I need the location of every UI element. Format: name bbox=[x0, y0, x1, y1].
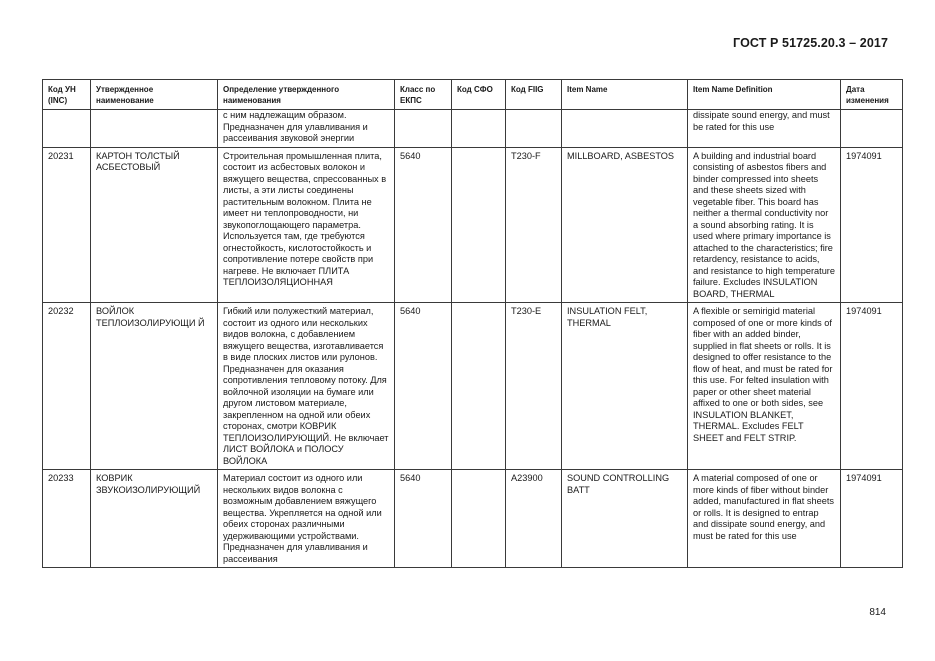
cell-name-ru: КОВРИК ЗВУКОИЗОЛИРУЮЩИЙ bbox=[91, 470, 218, 568]
table-row bbox=[43, 110, 903, 148]
cell-date: 1974091 bbox=[841, 303, 903, 470]
column-header-definition-ru: Определение утвержденного наименования bbox=[218, 80, 395, 110]
column-header-approved-name: Утвержденное наименование bbox=[91, 80, 218, 110]
cell-name-en: SOUND CONTROLLING BATT bbox=[562, 470, 688, 568]
cell-inc: 20232 bbox=[43, 303, 91, 470]
cell-fiig: A23900 bbox=[506, 470, 562, 568]
cell-definition-ru: Гибкий или полужесткий материал, состоит из одного или нескольких видов волокна, с добавлением вяжущего вещества, изготавливается в виде плоских листов или рулонов. Предназначен для оказания сопротивления тепловому потоку. Для войлочной изоляции на бумаге или другом листовом материале, закрепленном на одной или обеих сторонах, смотри КОВРИК ТЕПЛОИЗОЛИРУЮЩИЙ. Не включает ЛИСТ ВОЙЛОКА и ПОЛОСУ ВОЙЛОКА bbox=[218, 303, 395, 470]
cell-inc: 20233 bbox=[43, 470, 91, 568]
column-header-inc: Код УН (INC) bbox=[43, 80, 91, 110]
cell-sfo bbox=[452, 147, 506, 303]
cell-fiig bbox=[506, 110, 562, 148]
cell-name-en: MILLBOARD, ASBESTOS bbox=[562, 147, 688, 303]
cell-definition-en: dissipate sound energy, and must be rated for this use bbox=[688, 110, 841, 148]
cell-date bbox=[841, 110, 903, 148]
cell-date: 1974091 bbox=[841, 470, 903, 568]
cell-ekps: 5640 bbox=[395, 147, 452, 303]
table-row bbox=[43, 303, 903, 470]
cell-name-ru: ВОЙЛОК ТЕПЛОИЗОЛИРУЮЩИ Й bbox=[91, 303, 218, 470]
cell-definition-en: A flexible or semirigid material composed of one or more kinds of fiber with an added binder, supplied in flat sheets or rolls. It is designed to offer resistance to the flow of heat, and must be rated for this use. For felted insulation with paper or other sheet material affixed to one or both sides, see INSULATION BLANKET, THERMAL. Excludes FELT SHEET and FELT STRIP. bbox=[688, 303, 841, 470]
cell-fiig: T230-F bbox=[506, 147, 562, 303]
page-number: 814 bbox=[869, 607, 886, 618]
column-header-fiig-code: Код FIIG bbox=[506, 80, 562, 110]
cell-sfo bbox=[452, 303, 506, 470]
column-header-item-name-definition: Item Name Definition bbox=[688, 80, 841, 110]
table-header-row bbox=[43, 80, 903, 110]
cell-fiig: T230-E bbox=[506, 303, 562, 470]
cell-definition-ru: с ним надлежащим образом. Предназначен для улавливания и рассеивания звуковой энергии bbox=[218, 110, 395, 148]
cell-inc bbox=[43, 110, 91, 148]
cell-date: 1974091 bbox=[841, 147, 903, 303]
cell-name-ru: КАРТОН ТОЛСТЫЙ АСБЕСТОВЫЙ bbox=[91, 147, 218, 303]
cell-ekps: 5640 bbox=[395, 470, 452, 568]
column-header-item-name: Item Name bbox=[562, 80, 688, 110]
cell-definition-en: A building and industrial board consisting of asbestos fibers and binder compressed into sheets and these sheets sized with vegetable fiber. This board has neither a thermal conductivity nor a sound absorbing rating. It is used where primary importance is attached to the characteristics; fire retardency, resistance to acids, and resistance to high temperature failure. Excludes INSULATION BOARD, THERMAL bbox=[688, 147, 841, 303]
table-row bbox=[43, 470, 903, 568]
cell-inc: 20231 bbox=[43, 147, 91, 303]
cell-definition-ru: Материал состоит из одного или нескольких видов волокна с возможным добавлением вяжущего вещества. Укрепляется на одной или обеих сторонах различными удерживающими устройствами. Предназначен для улавливания и рассеивания bbox=[218, 470, 395, 568]
table-row bbox=[43, 147, 903, 303]
cell-name-en: INSULATION FELT, THERMAL bbox=[562, 303, 688, 470]
cell-ekps bbox=[395, 110, 452, 148]
cell-name-en bbox=[562, 110, 688, 148]
cell-definition-en: A material composed of one or more kinds of fiber without binder added, manufactured in flat sheets or rolls. It is designed to entrap and dissipate sound energy, and must be rated for this use bbox=[688, 470, 841, 568]
cell-ekps: 5640 bbox=[395, 303, 452, 470]
column-header-ekps-class: Класс по ЕКПС bbox=[395, 80, 452, 110]
column-header-change-date: Дата изменения bbox=[841, 80, 903, 110]
catalog-table bbox=[42, 79, 903, 568]
cell-definition-ru: Строительная промышленная плита, состоит из асбестовых волокон и вяжущего вещества, спрессованных в листы, а эти листы соединены растительным волокном. Плита не имеет ни теплопроводности, ни звукопоглощающего параметра. Используется там, где требуются огнестойкость, кислотостойкость и сопротивление потере свойств при нагреве. Не включает ПЛИТА ТЕПЛОИЗОЛЯЦИОННАЯ bbox=[218, 147, 395, 303]
cell-sfo bbox=[452, 470, 506, 568]
document-code-header: ГОСТ Р 51725.20.3 – 2017 bbox=[733, 36, 888, 50]
column-header-sfo-code: Код СФО bbox=[452, 80, 506, 110]
cell-name-ru bbox=[91, 110, 218, 148]
cell-sfo bbox=[452, 110, 506, 148]
